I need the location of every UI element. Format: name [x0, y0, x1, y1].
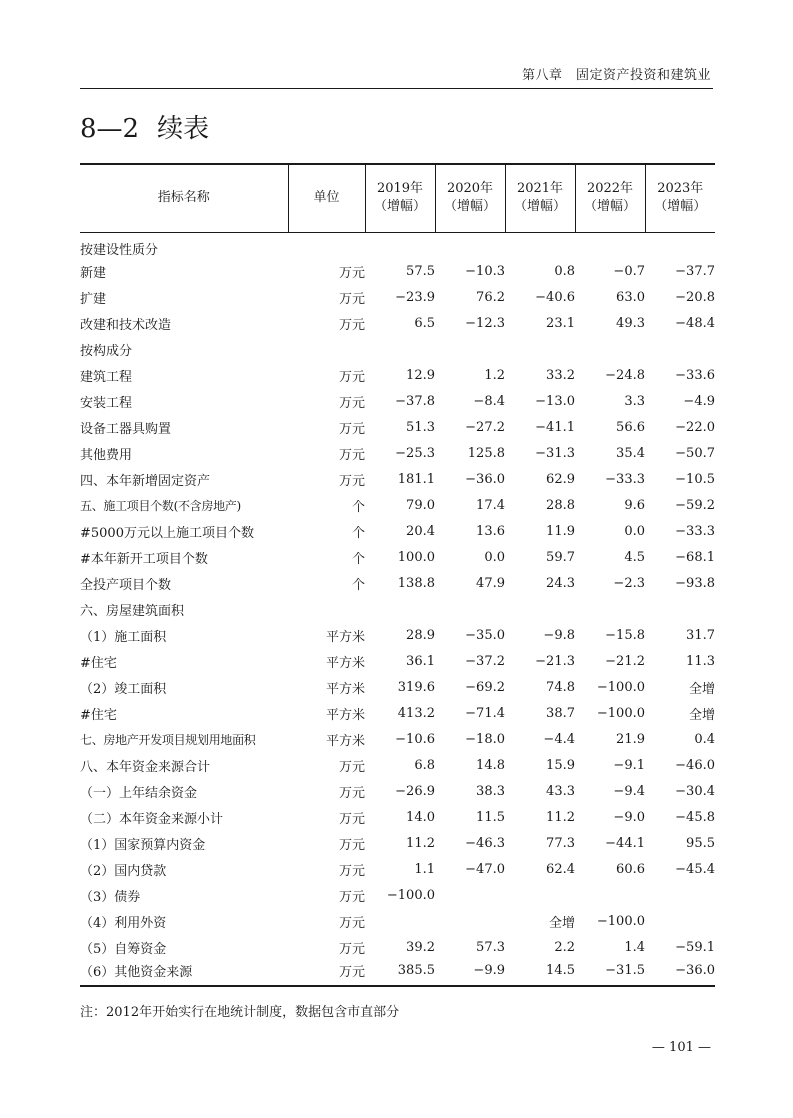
row-value-2023: −93.8 — [675, 575, 715, 591]
row-indicator-name: （6）其他资金来源 — [80, 960, 288, 986]
row-indicator-name: 四、本年新增固定资产 — [80, 473, 211, 489]
row-value-2020: −47.0 — [465, 861, 505, 877]
row-value-2021: 11.9 — [546, 523, 575, 539]
row-indicator-name: （二）本年资金来源小计 — [80, 811, 224, 827]
row-value-2019: 1.1 — [414, 861, 435, 877]
row-value-2020: −69.2 — [465, 679, 505, 695]
row-value-2023: −59.1 — [675, 939, 715, 955]
row-value-2020: −8.4 — [473, 393, 505, 409]
row-value-2021 — [505, 336, 575, 362]
row-value-2020: 14.8 — [476, 757, 505, 773]
row-value-2022: 21.9 — [616, 731, 645, 747]
row-value-2023: −45.4 — [675, 861, 715, 877]
row-value-2021: 全增 — [548, 915, 575, 931]
table-row — [80, 726, 715, 752]
row-value-2023: 11.3 — [686, 653, 715, 669]
row-value-2019: 6.8 — [414, 757, 435, 773]
table-row — [80, 284, 715, 310]
row-unit — [288, 232, 365, 258]
row-unit: 个 — [351, 551, 365, 567]
row-value-2019: 319.6 — [397, 679, 435, 695]
table-row — [80, 362, 715, 388]
row-value-2020: 38.3 — [476, 783, 505, 799]
row-indicator-name: 扩建 — [80, 291, 107, 307]
row-value-2020: 17.4 — [476, 497, 505, 513]
row-value-2023: −10.5 — [675, 471, 715, 487]
row-value-2023: 0.4 — [694, 731, 715, 747]
row-value-2020: −12.3 — [465, 315, 505, 331]
row-value-2021: 62.9 — [546, 471, 575, 487]
row-value-2023: −48.4 — [675, 315, 715, 331]
row-value-2023 — [645, 596, 715, 622]
row-value-2022: 60.6 — [616, 861, 645, 877]
table-row — [80, 804, 715, 830]
row-value-2021: 38.7 — [546, 705, 575, 721]
row-value-2021: 23.1 — [546, 315, 575, 331]
row-value-2019: 20.4 — [406, 523, 435, 539]
row-value-2023: −50.7 — [675, 445, 715, 461]
statistics-table — [80, 163, 715, 987]
table-row — [80, 414, 715, 440]
row-value-2021: 43.3 — [546, 783, 575, 799]
row-value-2022: 0.0 — [624, 523, 645, 539]
row-value-2019: 385.5 — [365, 960, 435, 986]
row-value-2021: 24.3 — [546, 575, 575, 591]
row-unit: 万元 — [338, 447, 365, 463]
row-value-2021: −13.0 — [535, 393, 575, 409]
row-value-2022: 56.6 — [616, 419, 645, 435]
header-year: 2020年 — [446, 181, 494, 197]
row-value-2020 — [435, 232, 505, 258]
row-value-2019: 51.3 — [406, 419, 435, 435]
table-row — [80, 466, 715, 492]
row-value-2022: 4.5 — [624, 549, 645, 565]
row-indicator-name: 按建设性质分 — [80, 242, 159, 258]
header-rule — [80, 88, 713, 89]
row-indicator-name: 六、房屋建筑面积 — [80, 603, 185, 619]
row-value-2022: −15.8 — [605, 627, 645, 643]
row-value-2019: 413.2 — [397, 705, 435, 721]
row-value-2020: 11.5 — [476, 809, 505, 825]
row-indicator-name: 改建和技术改造 — [80, 317, 172, 333]
row-value-2020: −37.2 — [465, 653, 505, 669]
table-row — [80, 388, 715, 414]
row-value-2020: −18.0 — [465, 731, 505, 747]
row-value-2020 — [435, 336, 505, 362]
row-unit: 平方米 — [325, 707, 365, 723]
row-value-2019: −37.8 — [395, 393, 435, 409]
row-value-2019 — [365, 596, 435, 622]
row-indicator-name: #住宅 — [80, 707, 117, 723]
header-note: （增幅） — [583, 199, 636, 215]
row-value-2021: 33.2 — [546, 367, 575, 383]
table-row — [80, 336, 715, 362]
row-unit: 万元 — [338, 941, 365, 957]
row-value-2021: 2.2 — [554, 939, 575, 955]
row-indicator-name: 其他费用 — [80, 447, 133, 463]
row-unit: 个 — [351, 525, 365, 541]
header-note: （增幅） — [513, 199, 566, 215]
header-note: （增幅） — [654, 199, 707, 215]
row-value-2020: 57.3 — [476, 939, 505, 955]
row-value-2022: −9.4 — [613, 783, 645, 799]
row-indicator-name: 新建 — [80, 265, 107, 281]
row-unit: 万元 — [338, 759, 365, 775]
table-row — [80, 700, 715, 726]
row-indicator-name: （4）利用外资 — [80, 915, 167, 931]
row-indicator-name: 七、房地产开发项目规划用地面积 — [80, 732, 256, 747]
table-row — [80, 544, 715, 570]
row-value-2022: −9.1 — [613, 757, 645, 773]
table-row — [80, 310, 715, 336]
row-value-2019: −23.9 — [395, 289, 435, 305]
row-value-2023: −36.0 — [645, 960, 715, 986]
row-value-2022 — [575, 882, 645, 908]
row-value-2021 — [505, 882, 575, 908]
row-value-2023 — [645, 908, 715, 934]
row-value-2023: −59.2 — [675, 497, 715, 513]
row-value-2021 — [505, 232, 575, 258]
row-value-2023: −68.1 — [675, 549, 715, 565]
row-value-2022: 63.0 — [616, 289, 645, 305]
table-row — [80, 492, 715, 518]
header-year-2021 — [505, 164, 575, 232]
row-value-2019: 11.2 — [406, 835, 435, 851]
row-value-2020: −27.2 — [465, 419, 505, 435]
header-year-2023 — [645, 164, 715, 232]
row-value-2021: 15.9 — [546, 757, 575, 773]
row-value-2019: 138.8 — [397, 575, 435, 591]
row-value-2023 — [645, 232, 715, 258]
row-value-2023: −33.3 — [675, 523, 715, 539]
table-number: 8—2 — [80, 114, 140, 144]
table-row — [80, 596, 715, 622]
row-value-2019: −10.6 — [395, 731, 435, 747]
row-value-2019: 36.1 — [406, 653, 435, 669]
row-unit: 个 — [351, 499, 365, 515]
row-indicator-name: （一）上年结余资金 — [80, 785, 198, 801]
row-value-2019: 6.5 — [414, 315, 435, 331]
row-value-2022: −24.8 — [605, 367, 645, 383]
row-value-2022 — [575, 232, 645, 258]
row-value-2020: 125.8 — [467, 445, 505, 461]
row-value-2022: −21.2 — [605, 653, 645, 669]
row-value-2023: −20.8 — [675, 289, 715, 305]
row-value-2020: −36.0 — [465, 471, 505, 487]
row-unit: 平方米 — [325, 655, 365, 671]
header-year-2019 — [365, 164, 435, 232]
row-value-2019: 100.0 — [397, 549, 435, 565]
row-value-2023: 全增 — [688, 707, 715, 723]
row-value-2019: −100.0 — [386, 887, 435, 903]
row-value-2022: −100.0 — [596, 913, 645, 929]
row-value-2021: −21.3 — [535, 653, 575, 669]
row-value-2021: 0.8 — [554, 263, 575, 279]
row-value-2023: −33.6 — [675, 367, 715, 383]
header-indicator-name: 指标名称 — [80, 164, 288, 232]
table-row — [80, 752, 715, 778]
row-value-2019 — [365, 336, 435, 362]
header-year: 2022年 — [586, 181, 634, 197]
row-value-2021: 11.2 — [546, 809, 575, 825]
row-value-2019: 28.9 — [406, 627, 435, 643]
table-row — [80, 960, 715, 986]
row-value-2020: −35.0 — [465, 627, 505, 643]
row-unit: 万元 — [338, 265, 365, 281]
row-value-2019: 14.0 — [406, 809, 435, 825]
row-value-2022: 3.3 — [624, 393, 645, 409]
row-value-2023: 95.5 — [686, 835, 715, 851]
table-row — [80, 622, 715, 648]
row-indicator-name: （3）债券 — [80, 889, 141, 905]
table-row — [80, 570, 715, 596]
table-row — [80, 258, 715, 284]
row-value-2021 — [505, 596, 575, 622]
row-value-2020: 0.0 — [484, 549, 505, 565]
row-value-2021: 74.8 — [546, 679, 575, 695]
row-value-2021: −40.6 — [535, 289, 575, 305]
row-value-2020 — [435, 908, 505, 934]
row-value-2020 — [435, 596, 505, 622]
header-year: 2023年 — [657, 181, 704, 197]
row-unit: 万元 — [338, 395, 365, 411]
table-row — [80, 518, 715, 544]
row-unit: 万元 — [338, 317, 365, 333]
row-value-2023: −46.0 — [675, 757, 715, 773]
row-value-2022: −44.1 — [605, 835, 645, 851]
header-note: （增幅） — [443, 199, 496, 215]
row-value-2019: −25.3 — [395, 445, 435, 461]
row-indicator-name: （1）国家预算内资金 — [80, 837, 206, 853]
row-value-2022: −2.3 — [613, 575, 645, 591]
row-value-2020: −46.3 — [465, 835, 505, 851]
row-value-2019: 79.0 — [406, 497, 435, 513]
row-value-2020: 13.6 — [476, 523, 505, 539]
row-indicator-name: 五、施工项目个数(不含房地产) — [80, 498, 241, 513]
row-unit: 平方米 — [325, 733, 365, 749]
table-title-text: 续表 — [157, 114, 210, 144]
row-indicator-name: （2）国内贷款 — [80, 863, 167, 879]
row-unit: 个 — [351, 577, 365, 593]
header-year: 2021年 — [516, 181, 564, 197]
row-value-2020: 76.2 — [476, 289, 505, 305]
row-value-2022: −100.0 — [596, 705, 645, 721]
row-value-2023: 31.7 — [686, 627, 715, 643]
header-note: （增幅） — [373, 199, 426, 215]
table-row — [80, 232, 715, 258]
row-value-2021: −41.1 — [535, 419, 575, 435]
header-unit: 单位 — [288, 164, 365, 232]
row-unit: 万元 — [338, 915, 365, 931]
table-row — [80, 440, 715, 466]
row-value-2022: 1.4 — [624, 939, 645, 955]
row-indicator-name: 设备工器具购置 — [80, 421, 172, 437]
header-year: 2019年 — [376, 181, 424, 197]
row-unit: 平方米 — [325, 681, 365, 697]
page-number: — 101 — — [651, 1040, 711, 1055]
row-value-2022: −31.5 — [575, 960, 645, 986]
row-value-2023: −30.4 — [675, 783, 715, 799]
table-row — [80, 882, 715, 908]
row-value-2023 — [645, 882, 715, 908]
row-value-2021: 28.8 — [546, 497, 575, 513]
row-unit: 万元 — [338, 421, 365, 437]
row-indicator-name: #5000万元以上施工项目个数 — [80, 525, 254, 541]
row-indicator-name: 八、本年资金来源合计 — [80, 759, 211, 775]
footnote: 注：2012年开始实行在地统计制度，数据包含市直部分 — [80, 1005, 400, 1020]
table-header-row — [80, 164, 715, 232]
row-indicator-name: （5）自筹资金 — [80, 941, 167, 957]
row-value-2022 — [575, 596, 645, 622]
row-value-2023: −22.0 — [675, 419, 715, 435]
table-row — [80, 856, 715, 882]
row-value-2022: 9.6 — [624, 497, 645, 513]
row-value-2021: −31.3 — [535, 445, 575, 461]
row-indicator-name: #本年新开工项目个数 — [80, 551, 208, 567]
row-value-2022: 49.3 — [616, 315, 645, 331]
row-unit: 万元 — [338, 369, 365, 385]
table-body — [80, 232, 715, 986]
row-indicator-name: 安装工程 — [80, 395, 133, 411]
row-indicator-name: （2）竣工面积 — [80, 681, 167, 697]
table-title — [80, 108, 209, 145]
row-indicator-name: （1）施工面积 — [80, 629, 167, 645]
row-value-2020: −71.4 — [465, 705, 505, 721]
table-row — [80, 778, 715, 804]
row-value-2022: −100.0 — [596, 679, 645, 695]
row-value-2019: 57.5 — [406, 263, 435, 279]
row-unit: 万元 — [338, 291, 365, 307]
row-unit — [288, 336, 365, 362]
row-unit: 万元 — [288, 960, 365, 986]
row-value-2022: 35.4 — [616, 445, 645, 461]
table-row — [80, 908, 715, 934]
row-value-2019: −26.9 — [395, 783, 435, 799]
row-value-2023: −4.9 — [683, 393, 715, 409]
row-unit: 平方米 — [325, 629, 365, 645]
row-value-2022: −33.3 — [605, 471, 645, 487]
row-value-2022: −9.0 — [613, 809, 645, 825]
row-indicator-name: 按构成分 — [80, 343, 133, 359]
row-unit: 万元 — [338, 863, 365, 879]
row-value-2022: −0.7 — [613, 263, 645, 279]
row-value-2020: −10.3 — [465, 263, 505, 279]
row-value-2023: 全增 — [688, 681, 715, 697]
running-head: 第八章 固定资产投资和建筑业 — [521, 68, 711, 83]
row-unit: 万元 — [338, 785, 365, 801]
row-value-2019: 181.1 — [397, 471, 435, 487]
row-value-2020: 47.9 — [476, 575, 505, 591]
row-value-2021: 62.4 — [546, 861, 575, 877]
row-value-2023: −37.7 — [675, 263, 715, 279]
row-value-2021: −4.4 — [543, 731, 575, 747]
row-value-2023: −45.8 — [675, 809, 715, 825]
row-value-2019: 12.9 — [406, 367, 435, 383]
header-year-2020 — [435, 164, 505, 232]
row-value-2021: 14.5 — [505, 960, 575, 986]
row-value-2021: 59.7 — [546, 549, 575, 565]
row-value-2022 — [575, 336, 645, 362]
row-unit: 万元 — [338, 889, 365, 905]
row-indicator-name: 全投产项目个数 — [80, 577, 172, 593]
row-unit: 万元 — [338, 837, 365, 853]
row-value-2023 — [645, 336, 715, 362]
row-unit: 万元 — [338, 811, 365, 827]
row-indicator-name: #住宅 — [80, 655, 117, 671]
row-unit: 万元 — [338, 473, 365, 489]
row-value-2021: 77.3 — [546, 835, 575, 851]
row-value-2019 — [365, 232, 435, 258]
table-row — [80, 648, 715, 674]
row-indicator-name: 建筑工程 — [80, 369, 133, 385]
table-row — [80, 674, 715, 700]
row-value-2019: 39.2 — [406, 939, 435, 955]
table-row — [80, 934, 715, 960]
row-value-2020 — [435, 882, 505, 908]
header-year-2022 — [575, 164, 645, 232]
row-value-2019 — [365, 908, 435, 934]
row-value-2020: 1.2 — [484, 367, 505, 383]
row-value-2021: −9.8 — [543, 627, 575, 643]
table-row — [80, 830, 715, 856]
row-value-2020: −9.9 — [435, 960, 505, 986]
row-unit — [288, 596, 365, 622]
